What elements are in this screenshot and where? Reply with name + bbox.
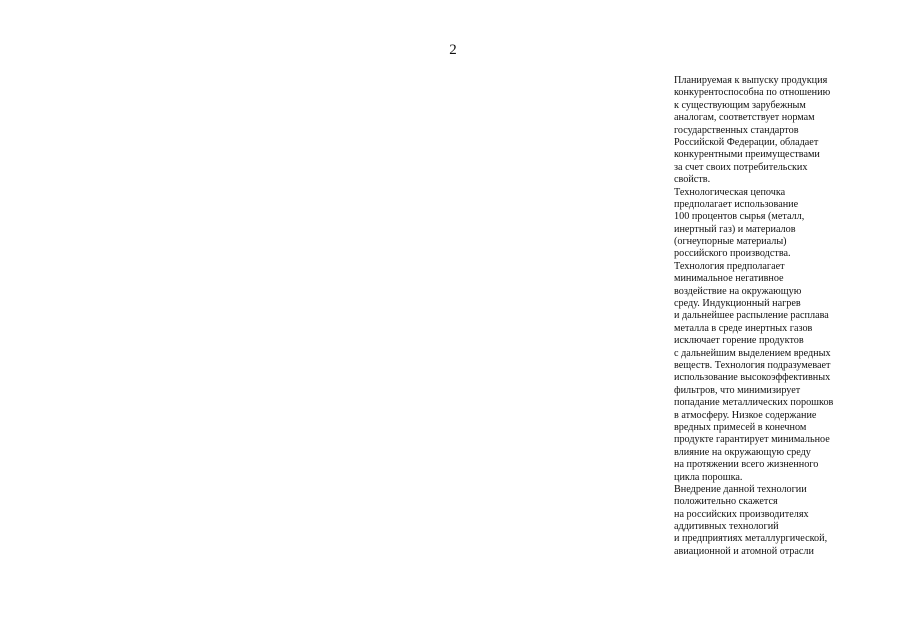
text-line: фильтров, что минимизирует — [674, 384, 801, 396]
text-line: вредных примесей в конечном — [674, 421, 807, 433]
text-line: веществ. Технология подразумевает — [674, 359, 831, 371]
text-line: аддитивных технологий — [674, 521, 779, 533]
text-line: металла в среде инертных газов — [674, 322, 813, 334]
text-line: к существующим зарубежным — [674, 99, 806, 111]
text-line: государственных стандартов — [674, 124, 799, 136]
text-line: использование высокоэффективных — [674, 372, 831, 384]
text-line: и дальнейшее распыление расплава — [674, 310, 829, 322]
text-line: среду. Индукционный нагрев — [674, 298, 801, 310]
text-line: авиационной и атомной отрасли — [674, 545, 814, 557]
text-line: аналогам, соответствует нормам — [674, 112, 815, 124]
text-line: в атмосферу. Низкое содержание — [674, 409, 817, 421]
text-line: попадание металлических порошков — [674, 397, 834, 409]
text-line: на российских производителях — [674, 508, 809, 520]
page-number: 2 — [449, 42, 457, 58]
text-line: за счет своих потребительских — [674, 161, 808, 173]
text-line: с дальнейшим выделением вредных — [674, 347, 831, 359]
text-line: свойств. — [674, 174, 711, 186]
text-line: исключает горение продуктов — [674, 335, 804, 347]
text-line: (огнеупорные материалы) — [674, 236, 787, 248]
text-line: воздействие на окружающую — [674, 285, 802, 297]
text-line: положительно скажется — [674, 496, 778, 508]
text-line: Планируемая к выпуску продукция — [674, 75, 828, 86]
text-line: 100 процентов сырья (металл, — [674, 211, 805, 223]
text-line: конкурентными преимуществами — [674, 149, 820, 161]
text-line: Технология предполагает — [674, 260, 785, 272]
text-line: Внедрение данной технологии — [674, 483, 807, 495]
text-line: продукте гарантирует минимальное — [674, 434, 830, 446]
text-line: минимальное негативное — [674, 273, 784, 285]
text-line: и предприятиях металлургической, — [674, 533, 828, 545]
text-line: цикла порошка. — [674, 471, 743, 483]
text-line: конкурентоспособна по отношению — [674, 87, 831, 99]
text-line: Российской Федерации, обладает — [674, 136, 819, 148]
text-line: инертный газ) и материалов — [674, 223, 796, 235]
text-line: влияние на окружающую среду — [674, 446, 811, 458]
body-text-column — [674, 75, 854, 558]
text-line: на протяжении всего жизненного — [674, 459, 819, 471]
text-line: Технологическая цепочка — [674, 186, 786, 198]
text-line: предполагает использование — [674, 198, 799, 210]
text-line: российского производства. — [674, 248, 791, 260]
